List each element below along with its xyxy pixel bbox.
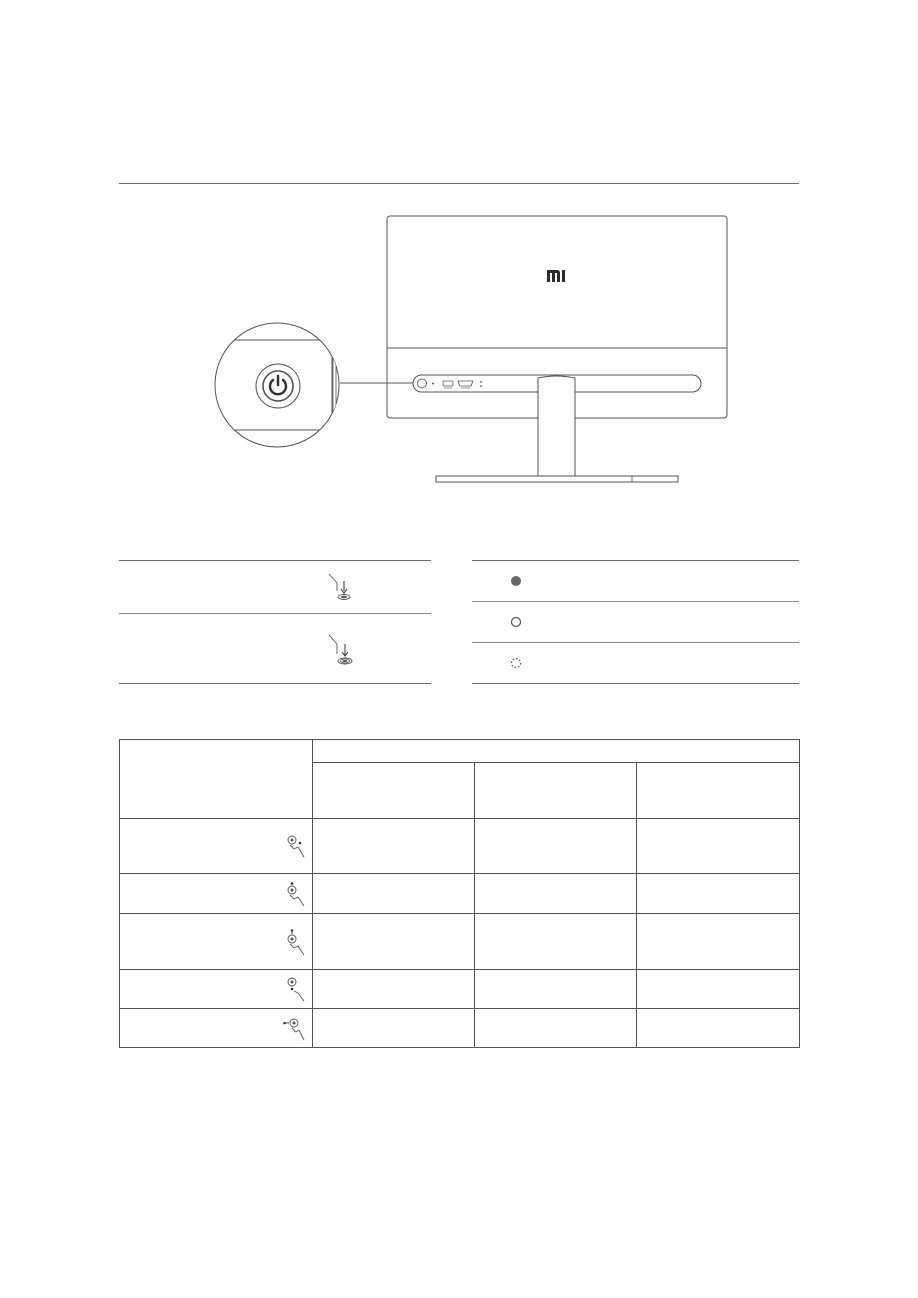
power-button-zoom: [212, 320, 342, 450]
power-icon: [256, 364, 300, 408]
table-cell: [313, 874, 475, 914]
table-header-cell: [637, 763, 800, 819]
joystick-left-icon: [282, 1015, 306, 1041]
table-cell: [313, 914, 475, 970]
table-row: [120, 914, 800, 970]
top-rule: [119, 183, 799, 184]
table-header-group: [313, 740, 800, 763]
table-cell: [475, 970, 637, 1009]
led-off-icon: [509, 615, 523, 629]
table-row: [120, 740, 800, 763]
led-solid-icon: [509, 574, 523, 588]
table-row: [120, 874, 800, 914]
table-cell: [637, 914, 800, 970]
finger-press-icon: [327, 573, 351, 603]
table-cell: [637, 970, 800, 1009]
table-cell: [120, 874, 313, 914]
table-cell: [637, 1009, 800, 1048]
table-cell: [475, 819, 637, 874]
joystick-right-icon: [284, 976, 306, 1002]
joystick-down-icon: [284, 928, 306, 956]
led-blinking-icon: [509, 656, 523, 670]
table-cell: [475, 874, 637, 914]
table-cell: [313, 1009, 475, 1048]
operation-table: [119, 739, 800, 1048]
table-row: [120, 1009, 800, 1048]
finger-press-hold-icon: [327, 634, 353, 668]
table-cell: [120, 970, 313, 1009]
table-row: [120, 819, 800, 874]
table-cell: [120, 1009, 313, 1048]
led-list-divider-2: [472, 642, 799, 643]
joystick-press-icon: [284, 833, 306, 859]
table-cell: [475, 914, 637, 970]
table-row: [120, 970, 800, 1009]
table-cell: [313, 819, 475, 874]
table-cell: [120, 819, 313, 874]
press-list-top-rule: [119, 560, 431, 561]
table-header-cell: [475, 763, 637, 819]
table-cell: [475, 1009, 637, 1048]
table-cell: [637, 874, 800, 914]
table-cell: [637, 819, 800, 874]
press-list-divider: [119, 613, 431, 614]
table-header-cell: [120, 740, 313, 819]
joystick-up-icon: [284, 881, 306, 907]
table-cell: [120, 914, 313, 970]
mi-logo: [546, 269, 568, 287]
table-header-cell: [313, 763, 475, 819]
led-list-top-rule: [472, 560, 799, 561]
press-list-bottom-rule: [119, 683, 431, 684]
table-cell: [313, 970, 475, 1009]
led-list-divider-1: [472, 601, 799, 602]
led-list-bottom-rule: [472, 683, 799, 684]
